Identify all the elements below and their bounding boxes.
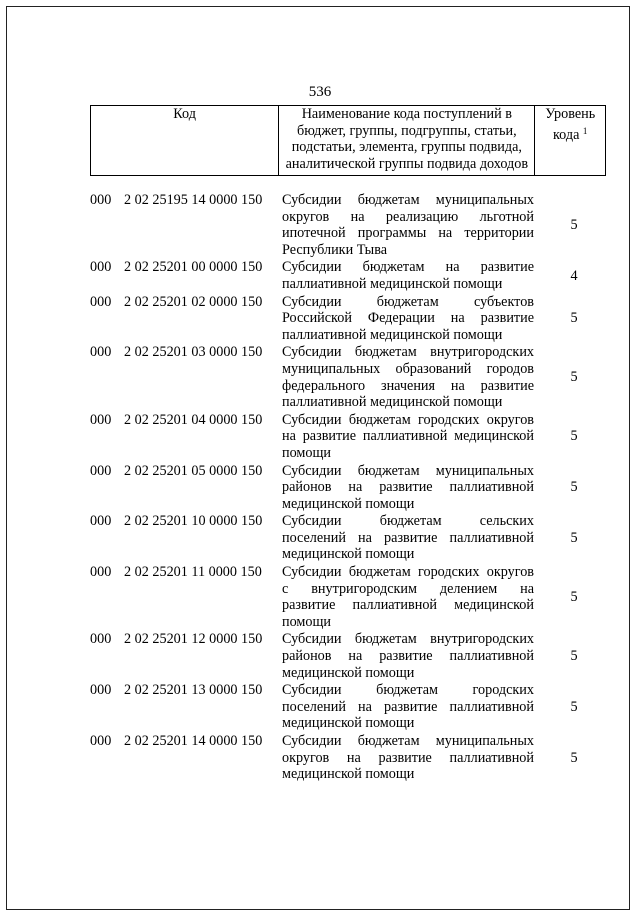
row-code: 2 02 25201 00 0000 150 <box>124 259 263 276</box>
row-name <box>282 513 534 563</box>
table-body <box>90 192 606 784</box>
row-name-line: Субсидии бюджетам городских <box>282 682 534 699</box>
row-name-line: медицинской помощи <box>282 715 415 732</box>
row-name-line: с внутригородским делением на <box>282 580 534 597</box>
row-code: 2 02 25201 13 0000 150 <box>124 682 263 699</box>
row-name-line: поселений на развитие паллиативной <box>282 698 534 715</box>
row-code: 2 02 25201 14 0000 150 <box>124 733 263 749</box>
row-name-line: Субсидии бюджетам муниципальных <box>282 733 534 749</box>
row-name-line: округов на развитие паллиативной <box>282 749 534 766</box>
row-name <box>282 344 534 410</box>
row-name-line: ипотечной программы на территории <box>282 225 534 242</box>
row-name-line: паллиативной медицинской помощи <box>282 326 503 343</box>
row-prefix: 000 <box>90 682 112 699</box>
row-name-line: развитие паллиативной медицинской <box>282 597 534 614</box>
row-name <box>282 412 534 462</box>
table-row <box>90 564 606 630</box>
row-prefix: 000 <box>90 733 112 749</box>
row-level: 5 <box>570 369 578 386</box>
table-row <box>90 259 606 292</box>
header-code: Код <box>91 106 279 176</box>
row-code: 2 02 25201 04 0000 150 <box>124 411 263 428</box>
table-row <box>90 463 606 513</box>
row-prefix: 000 <box>90 192 112 208</box>
row-name-line: Субсидии бюджетам городских округов <box>282 411 534 428</box>
page-number: 536 <box>308 84 332 100</box>
row-name-line: паллиативной медицинской помощи <box>282 394 503 411</box>
row-prefix: 000 <box>90 564 112 581</box>
row-name-line: районов на развитие паллиативной <box>282 479 534 496</box>
row-level: 5 <box>570 588 578 605</box>
row-code: 2 02 25195 14 0000 150 <box>124 192 263 208</box>
header-name: Наименование кода поступлений в бюджет, группы, подгруппы, статьи, подстатьи, элемента, группы подвида, аналитической группы подвида доходов <box>279 106 535 176</box>
row-level: 5 <box>570 428 578 445</box>
row-level: 5 <box>570 749 578 766</box>
row-name-line: Субсидии бюджетам субъектов <box>282 293 534 310</box>
row-name-line: Российской Федерации на развитие <box>282 310 534 327</box>
row-name-line: Субсидии бюджетам сельских <box>282 513 534 530</box>
row-prefix: 000 <box>90 293 112 310</box>
row-level: 5 <box>570 310 578 327</box>
row-name-line: Субсидии бюджетам внутригородских <box>282 344 534 361</box>
table-row <box>90 412 606 462</box>
table-row <box>90 513 606 563</box>
row-name-line: медицинской помощи <box>282 495 415 512</box>
row-name-line: районов на развитие паллиативной <box>282 648 534 665</box>
table-row <box>90 344 606 410</box>
row-name-line: медицинской помощи <box>282 664 415 681</box>
row-code: 2 02 25201 11 0000 150 <box>124 564 262 581</box>
row-level: 5 <box>570 479 578 496</box>
table-row <box>90 192 606 258</box>
row-code: 2 02 25201 12 0000 150 <box>124 631 263 648</box>
row-name-line: федерального значения на развитие <box>282 377 534 394</box>
row-code: 2 02 25201 03 0000 150 <box>124 344 263 361</box>
row-name-line: Субсидии бюджетам на развитие <box>282 259 534 276</box>
row-level: 5 <box>570 698 578 715</box>
row-name <box>282 192 534 258</box>
row-name <box>282 463 534 513</box>
row-level: 4 <box>570 267 578 284</box>
header-level <box>535 106 606 176</box>
row-name-line: Субсидии бюджетам городских округов <box>282 564 534 581</box>
row-name <box>282 733 534 783</box>
row-name <box>282 631 534 681</box>
row-name <box>282 294 534 344</box>
row-name <box>282 259 534 292</box>
row-name-line: Субсидии бюджетам муниципальных <box>282 192 534 208</box>
row-prefix: 000 <box>90 344 112 361</box>
row-level: 5 <box>570 648 578 665</box>
row-name <box>282 564 534 630</box>
row-name-line: медицинской помощи <box>282 766 415 783</box>
row-prefix: 000 <box>90 631 112 648</box>
table-row <box>90 631 606 681</box>
row-name-line: Субсидии бюджетам муниципальных <box>282 462 534 479</box>
table-row <box>90 682 606 732</box>
table-header <box>90 105 606 176</box>
row-name-line: помощи <box>282 444 332 461</box>
row-name-line: паллиативной медицинской помощи <box>282 275 503 292</box>
row-prefix: 000 <box>90 411 112 428</box>
header-level-label: Уровень кода <box>545 106 596 143</box>
row-code: 2 02 25201 02 0000 150 <box>124 293 263 310</box>
row-name-line: Республики Тыва <box>282 241 388 258</box>
row-code: 2 02 25201 05 0000 150 <box>124 462 263 479</box>
row-name-line: поселений на развитие паллиативной <box>282 529 534 546</box>
row-name <box>282 682 534 732</box>
row-name-line: округов на реализацию льготной <box>282 208 534 225</box>
row-name-line: на развитие паллиативной медицинской <box>282 428 534 445</box>
row-level: 5 <box>570 216 578 233</box>
row-name-line: помощи <box>282 613 332 630</box>
table-row <box>90 294 606 344</box>
row-level: 5 <box>570 529 578 546</box>
row-prefix: 000 <box>90 513 112 530</box>
row-prefix: 000 <box>90 462 112 479</box>
row-name-line: Субсидии бюджетам внутригородских <box>282 631 534 648</box>
row-prefix: 000 <box>90 259 112 276</box>
header-level-footnote: 1 <box>582 125 588 136</box>
row-code: 2 02 25201 10 0000 150 <box>124 513 263 530</box>
table-row <box>90 733 606 783</box>
row-name-line: муниципальных образований городов <box>282 360 534 377</box>
row-name-line: медицинской помощи <box>282 546 415 563</box>
